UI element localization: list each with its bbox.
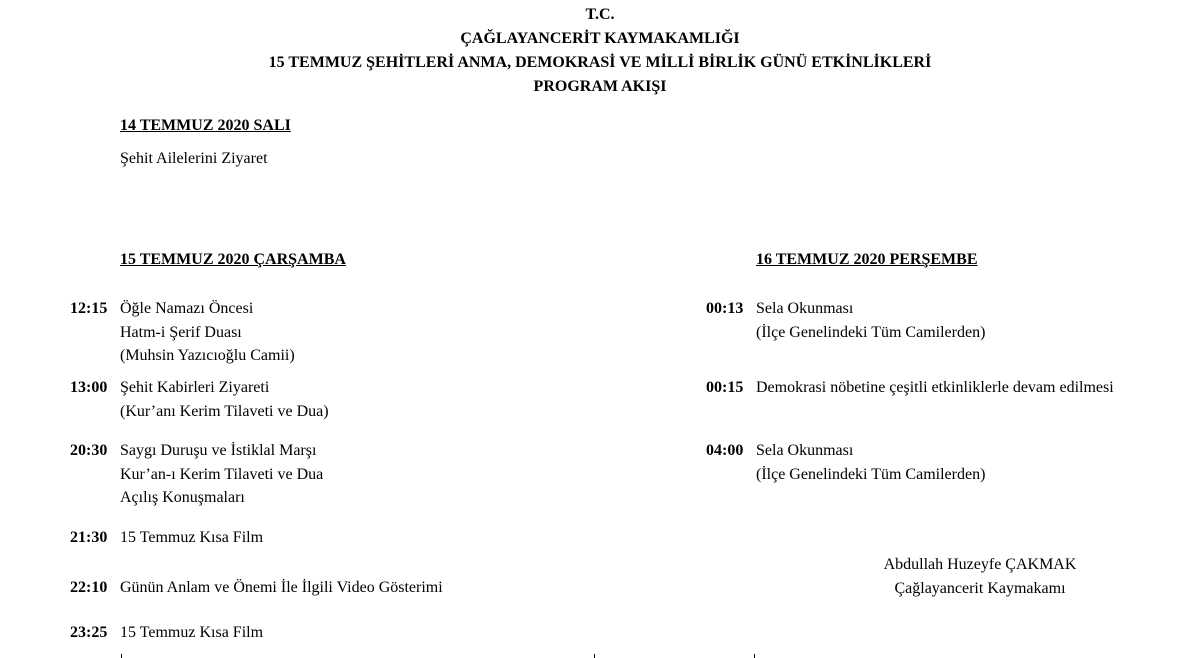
- day15-event-1215: [70, 297, 295, 368]
- bottom-edge-mark: [594, 654, 595, 658]
- signatory-title: Çağlayancerit Kaymakamı: [894, 580, 1066, 597]
- header-program-label: PROGRAM AKIŞI: [533, 78, 667, 95]
- event-description: [120, 576, 443, 600]
- event-line: Şehit Kabirleri Ziyareti: [120, 379, 270, 396]
- event-description: [120, 526, 263, 550]
- event-description: [120, 297, 295, 368]
- day15-event-2325: [70, 621, 263, 645]
- event-time: 00:15: [706, 379, 744, 396]
- day15-title: 15 TEMMUZ 2020 ÇARŞAMBA: [120, 251, 346, 268]
- event-line: Sela Okunması: [756, 300, 854, 317]
- event-time: 00:13: [706, 300, 744, 317]
- day14-title: 14 TEMMUZ 2020 SALI: [120, 117, 291, 134]
- event-line: Hatm-i Şerif Duası: [120, 323, 242, 341]
- event-time: 13:00: [70, 379, 108, 396]
- event-line: Kur’an-ı Kerim Tilaveti ve Dua: [120, 465, 324, 483]
- document-header: [0, 3, 1200, 99]
- event-time: 22:10: [70, 579, 108, 596]
- day16-event-0013: [706, 297, 985, 344]
- event-line: (İlçe Genelindeki Tüm Camilerden): [756, 465, 986, 483]
- event-description: [756, 297, 985, 344]
- day14-activity: Şehit Ailelerini Ziyaret: [120, 150, 268, 167]
- day15-event-1300: [70, 376, 329, 423]
- event-time: 21:30: [70, 529, 108, 546]
- event-line: (İlçe Genelindeki Tüm Camilerden): [756, 323, 986, 341]
- day15-event-2210: [70, 576, 443, 600]
- event-time: 20:30: [70, 442, 108, 459]
- event-description: [756, 376, 1114, 400]
- header-event-title: 15 TEMMUZ ŞEHİTLERİ ANMA, DEMOKRASİ VE MİLLİ BİRLİK GÜNÜ ETKİNLİKLERİ: [268, 54, 932, 71]
- header-institution: ÇAĞLAYANCERİT KAYMAKAMLIĞI: [460, 30, 740, 47]
- event-line: 15 Temmuz Kısa Film: [120, 529, 264, 546]
- event-time: 12:15: [70, 300, 108, 317]
- day16-event-0015: [706, 376, 1114, 400]
- day16-event-0400: [706, 439, 985, 486]
- event-line: (Kur’anı Kerim Tilaveti ve Dua): [120, 402, 329, 420]
- bottom-edge-mark: [754, 654, 755, 658]
- signatory-name: Abdullah Huzeyfe ÇAKMAK: [883, 556, 1077, 573]
- event-line: Açılış Konuşmaları: [120, 489, 245, 506]
- bottom-edge-mark: [121, 654, 122, 658]
- day16-title: 16 TEMMUZ 2020 PERŞEMBE: [756, 251, 978, 268]
- event-description: [120, 376, 329, 423]
- event-line: Demokrasi nöbetine çeşitli etkinliklerle devam edilmesi: [756, 379, 1114, 396]
- event-description: [756, 439, 985, 486]
- event-line: Saygı Duruşu ve İstiklal Marşı: [120, 442, 317, 459]
- day15-event-2130: [70, 526, 263, 550]
- event-line: Sela Okunması: [756, 442, 854, 459]
- event-time: 04:00: [706, 442, 744, 459]
- signature-block: [860, 553, 1100, 601]
- header-tc: T.C.: [585, 6, 615, 23]
- event-line: (Muhsin Yazıcıoğlu Camii): [120, 347, 295, 364]
- event-description: [120, 621, 263, 645]
- event-line: Günün Anlam ve Önemi İle İlgili Video Gösterimi: [120, 579, 443, 596]
- event-line: 15 Temmuz Kısa Film: [120, 624, 264, 641]
- day15-event-2030: [70, 439, 323, 510]
- event-description: [120, 439, 323, 510]
- event-line: Öğle Namazı Öncesi: [120, 300, 254, 317]
- event-time: 23:25: [70, 624, 108, 641]
